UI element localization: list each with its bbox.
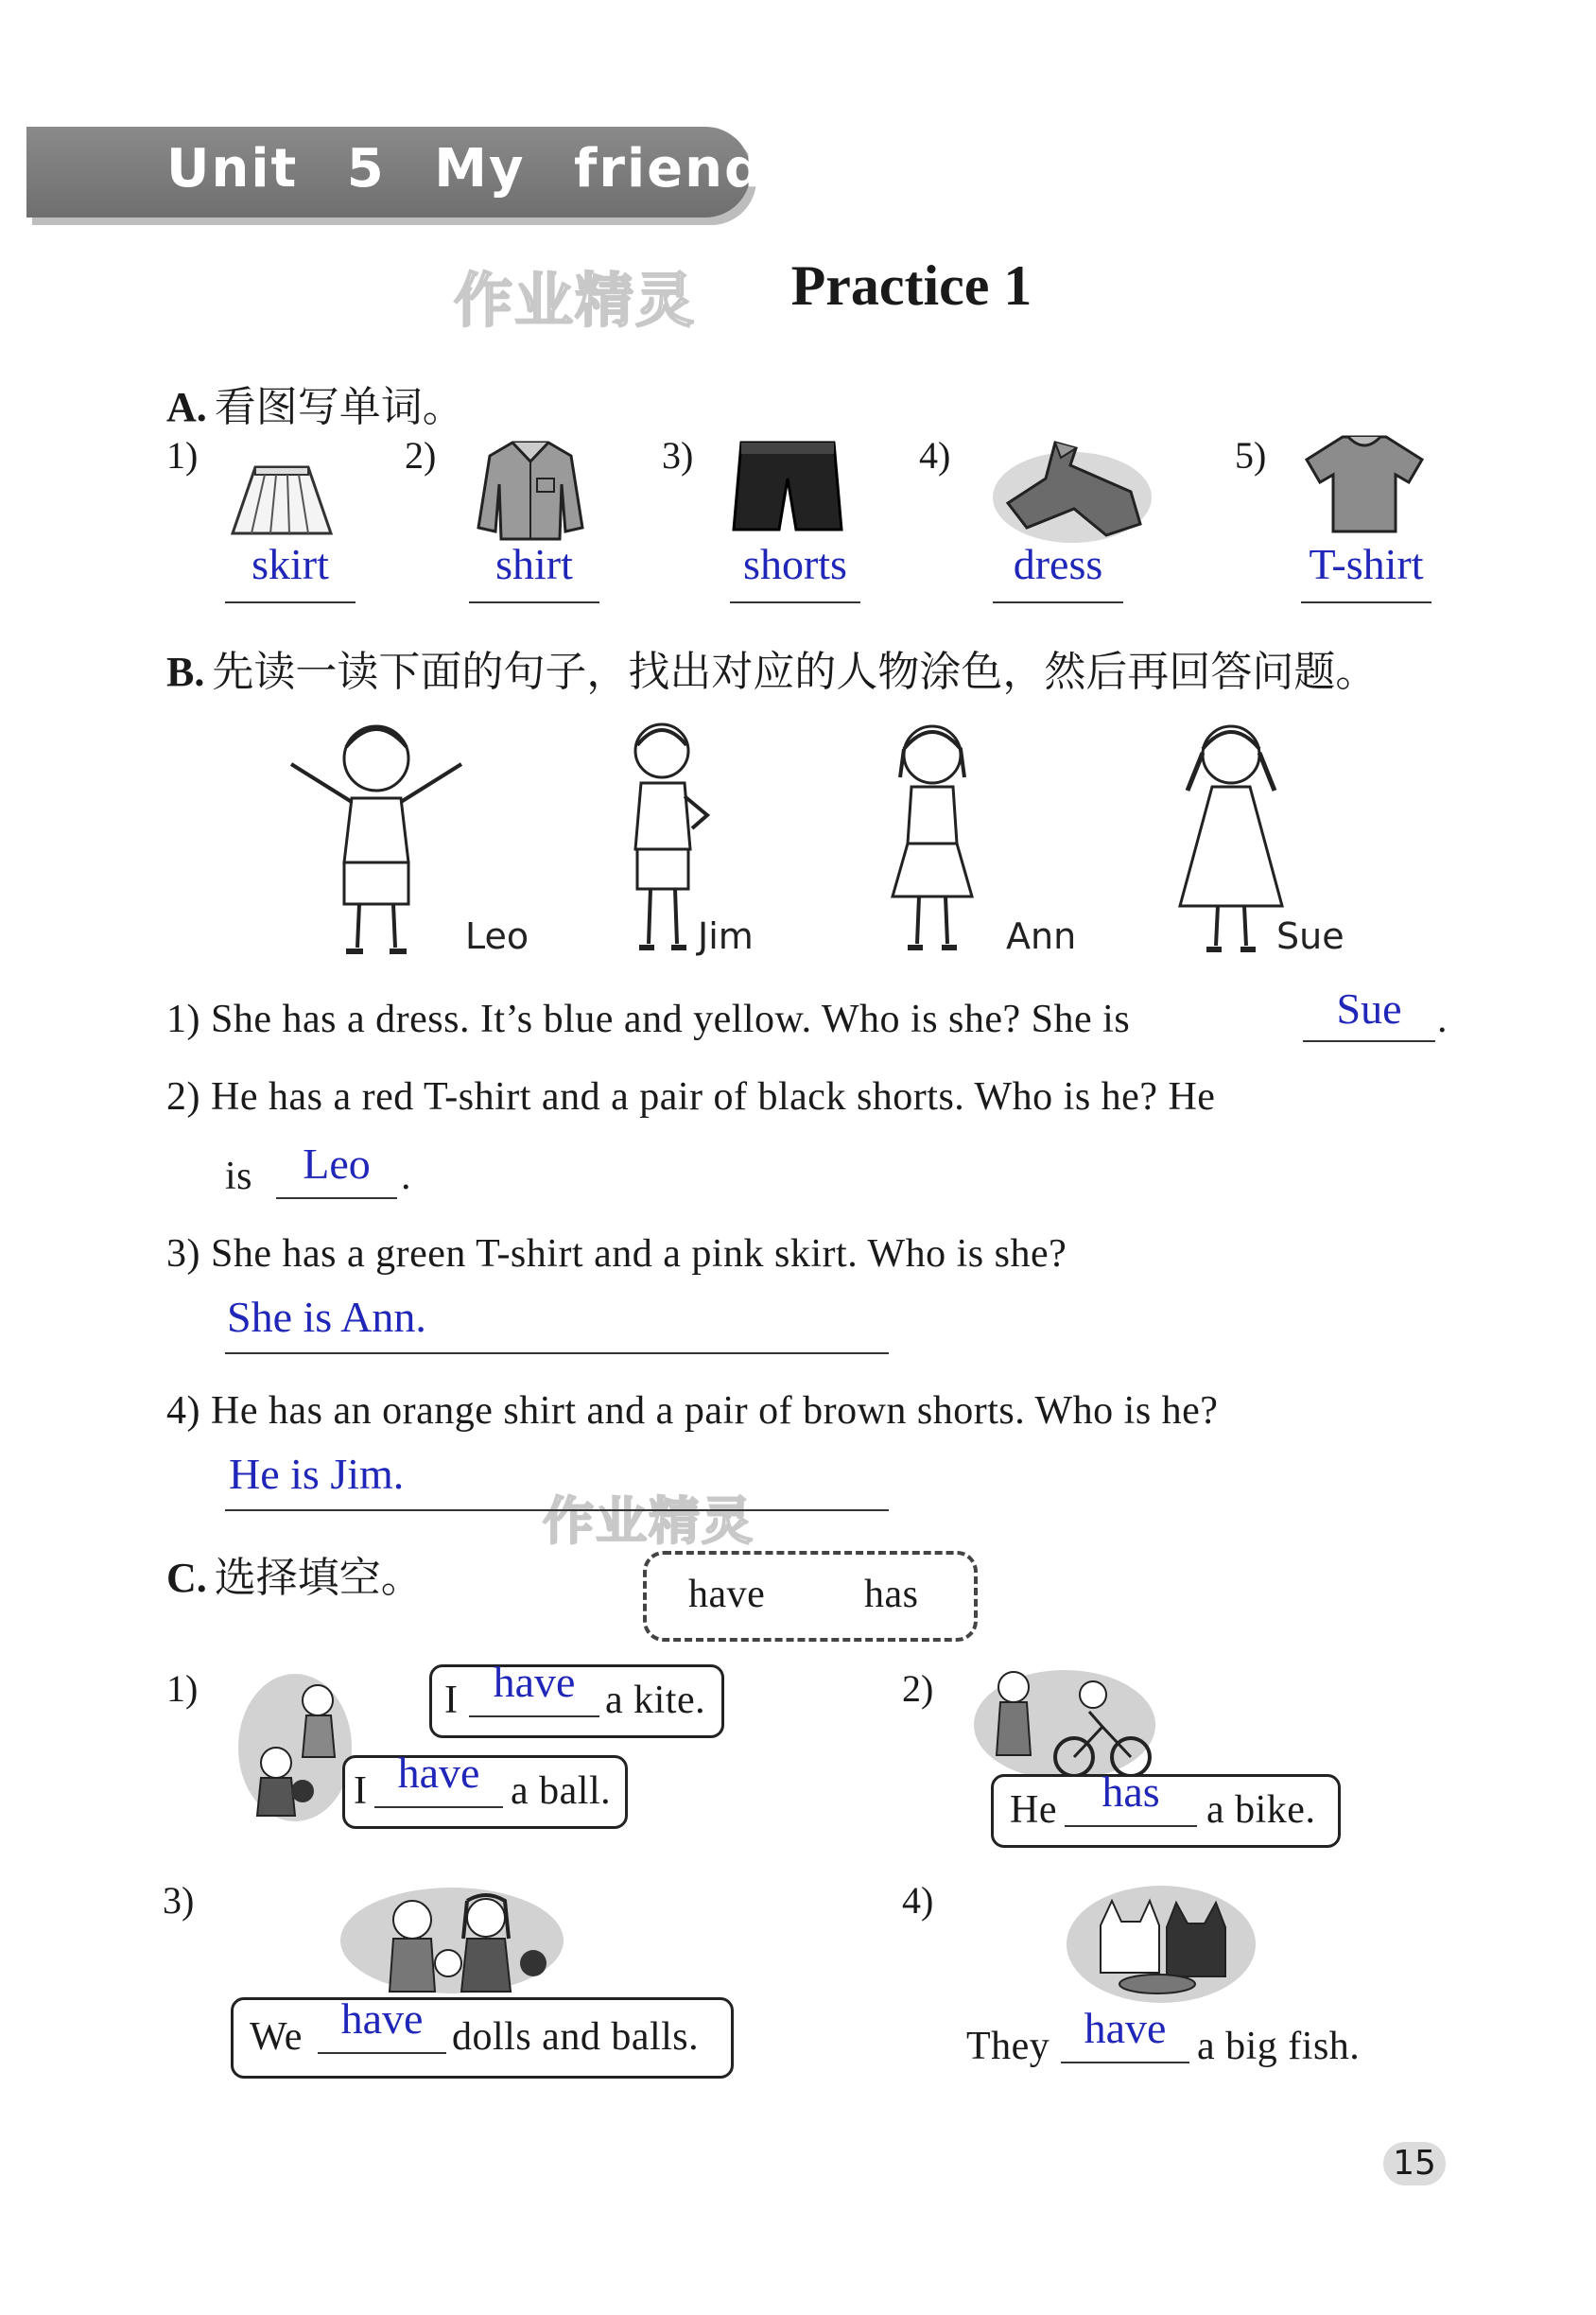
- answer-a4: dress: [1013, 540, 1103, 588]
- dress-icon: [989, 437, 1155, 545]
- option-has: has: [864, 1573, 919, 1616]
- character-name-ann: Ann: [1006, 915, 1077, 957]
- ann-figure: [877, 711, 991, 965]
- item-a2-number: 2): [405, 434, 437, 477]
- answer-line-c3: [318, 2052, 446, 2054]
- answer-line-c2: [1065, 1825, 1197, 1827]
- item-c3-number: 3): [163, 1879, 195, 1922]
- item-c4-number: 4): [902, 1879, 934, 1922]
- answer-line-a4: [993, 601, 1123, 603]
- answer-c1a: have: [493, 1658, 576, 1706]
- answer-b2: Leo: [303, 1140, 371, 1188]
- c4-pre: They: [966, 2025, 1050, 2068]
- answer-c3: have: [340, 1994, 424, 2043]
- answer-b4: He is Jim.: [229, 1450, 405, 1498]
- question-b1: 1) She has a dress. It’s blue and yellow. Who is she? She is: [166, 998, 1131, 1041]
- answer-b3: She is Ann.: [227, 1293, 426, 1341]
- answer-line-a3: [730, 601, 860, 603]
- page-title: Practice 1: [790, 254, 1032, 317]
- item-a5-number: 5): [1235, 434, 1267, 477]
- c4-post: a big fish.: [1197, 2025, 1361, 2068]
- answer-c1b: have: [397, 1749, 480, 1797]
- section-b-heading: B. 先读一读下面的句子，找出对应的人物涂色，然后再回答问题。: [166, 649, 1378, 695]
- answer-line-a2: [469, 601, 599, 603]
- watermark-top: 作业精灵: [454, 266, 697, 335]
- answer-line-a5: [1301, 601, 1431, 603]
- c3-dolls-picture: [337, 1882, 567, 1995]
- answer-line-a1: [225, 601, 356, 603]
- c1-children-picture: [236, 1672, 354, 1823]
- c1a-pre: I: [444, 1679, 459, 1722]
- option-have: have: [688, 1573, 766, 1616]
- c2-pre: He: [1010, 1788, 1057, 1832]
- c1b-post: a ball.: [511, 1769, 612, 1813]
- item-a3-number: 3): [662, 434, 694, 477]
- question-b4: 4) He has an orange shirt and a pair of brown shorts. Who is he?: [166, 1389, 1219, 1433]
- answer-a3: shorts: [743, 540, 847, 588]
- leo-figure: [272, 711, 482, 965]
- answer-c4: have: [1084, 2004, 1167, 2052]
- character-name-sue: Sue: [1276, 915, 1344, 957]
- answer-line-b4: [225, 1509, 889, 1511]
- question-b2-line2: is: [225, 1155, 253, 1198]
- answer-line-b2: [276, 1197, 397, 1199]
- answer-line-c4: [1061, 2062, 1189, 2063]
- t-shirt-icon: [1301, 431, 1428, 537]
- c1a-post: a kite.: [605, 1679, 706, 1722]
- character-name-leo: Leo: [465, 915, 529, 957]
- skirt-icon: [227, 461, 337, 539]
- unit-title: Unit 5 My friends: [166, 138, 798, 200]
- c2-post: a bike.: [1206, 1788, 1316, 1832]
- item-a1-number: 1): [166, 434, 199, 477]
- answer-line-c1a: [469, 1715, 599, 1717]
- c3-pre: We: [250, 2015, 303, 2059]
- section-c-heading: C. 选择填空。: [166, 1555, 423, 1601]
- answer-c2: has: [1102, 1767, 1160, 1816]
- shorts-icon: [730, 437, 845, 535]
- question-b3: 3) She has a green T-shirt and a pink skirt. Who is she?: [166, 1232, 1067, 1276]
- shirt-icon: [473, 437, 588, 545]
- question-b1-tail: .: [1437, 998, 1448, 1041]
- item-c1-number: 1): [166, 1667, 199, 1710]
- answer-b1: Sue: [1336, 984, 1402, 1033]
- character-name-jim: Jim: [698, 915, 754, 957]
- answer-a5: T-shirt: [1309, 540, 1424, 588]
- c4-cats-picture: [1063, 1878, 1258, 2005]
- answer-line-b1: [1303, 1040, 1435, 1042]
- answer-a2: shirt: [495, 540, 573, 588]
- section-a-heading: A. 看图写单词。: [166, 384, 464, 430]
- c1b-pre: I: [354, 1769, 368, 1813]
- answer-a1: skirt: [252, 540, 329, 588]
- item-c2-number: 2): [902, 1667, 934, 1710]
- question-b2-tail: .: [401, 1155, 411, 1198]
- page-number: 15: [1383, 2142, 1446, 2185]
- answer-line-c1b: [374, 1806, 503, 1808]
- question-b2: 2) He has a red T-shirt and a pair of black shorts. Who is he? He: [166, 1075, 1216, 1119]
- item-a4-number: 4): [919, 434, 951, 477]
- sue-figure: [1171, 711, 1293, 965]
- c3-post: dolls and balls.: [452, 2015, 700, 2059]
- answer-line-b3: [225, 1352, 889, 1354]
- watermark-middle: 作业精灵: [543, 1491, 755, 1551]
